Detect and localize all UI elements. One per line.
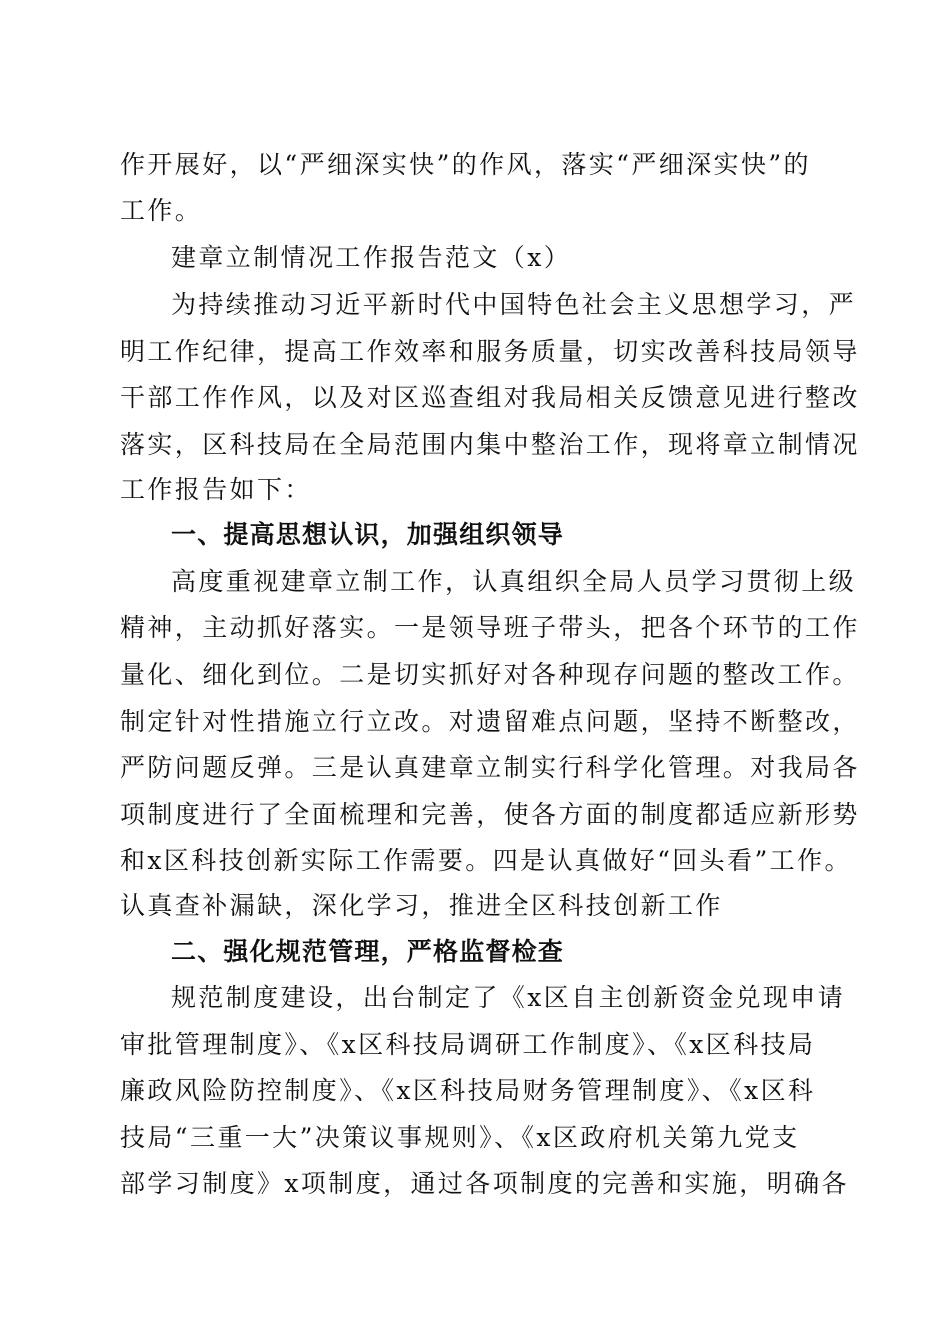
body-text-line: 严防问题反弹。三是认真建章立制实行科学化管理。对我局各 <box>120 753 860 782</box>
body-text-line: 工作。 <box>120 196 203 225</box>
body-text-line: 明工作纪律，提高工作效率和服务质量，切实改善科技局领导 <box>120 337 860 366</box>
body-text-line: 高度重视建章立制工作，认真组织全局人员学习贯彻上级 <box>171 567 857 596</box>
body-text-line: 认真查补漏缺，深化学习，推进全区科技创新工作 <box>120 891 723 920</box>
body-text-line: 廉政风险防控制度》、《x区科技局财务管理制度》、《x区科 <box>120 1076 816 1105</box>
body-text-line: 和x区科技创新实际工作需要。四是认真做好“回头看”工作。 <box>120 846 852 875</box>
body-text-line: 部学习制度》x项制度，通过各项制度的完善和实施，明确各 <box>120 1169 849 1198</box>
document-title: 建章立制情况工作报告范文（x） <box>171 243 572 272</box>
body-text-line: 作开展好，以“严细深实快”的作风，落实“严细深实快”的 <box>120 150 811 179</box>
body-text-line: 项制度进行了全面梳理和完善，使各方面的制度都适应新形势 <box>120 800 860 829</box>
body-text-line: 制定针对性措施立行立改。对遗留难点问题，坚持不断整改， <box>120 707 860 736</box>
body-text-line: 精神，主动抓好落实。一是领导班子带头，把各个环节的工作 <box>120 613 860 642</box>
body-text-line: 技局“三重一大”决策议事规则》、《x区政府机关第九党支 <box>120 1123 800 1152</box>
body-text-line: 审批管理制度》、《x区科技局调研工作制度》、《x区科技局 <box>120 1030 816 1059</box>
body-text-line: 落实，区科技局在全局范围内集中整治工作，现将章立制情况 <box>120 430 860 459</box>
body-text-line: 量化、细化到位。二是切实抓好对各种现存问题的整改工作。 <box>120 660 860 689</box>
body-text-line: 规范制度建设，出台制定了《x区自主创新资金兑现申请 <box>171 983 846 1012</box>
section-heading-2: 二、强化规范管理，严格监督检查 <box>171 937 565 966</box>
body-text-line: 为持续推动习近平新时代中国特色社会主义思想学习，严 <box>171 290 857 319</box>
body-text-line: 工作报告如下： <box>120 475 312 504</box>
body-text-line: 干部工作作风，以及对区巡查组对我局相关反馈意见进行整改 <box>120 383 860 412</box>
section-heading-1: 一、提高思想认识，加强组织领导 <box>171 520 565 549</box>
